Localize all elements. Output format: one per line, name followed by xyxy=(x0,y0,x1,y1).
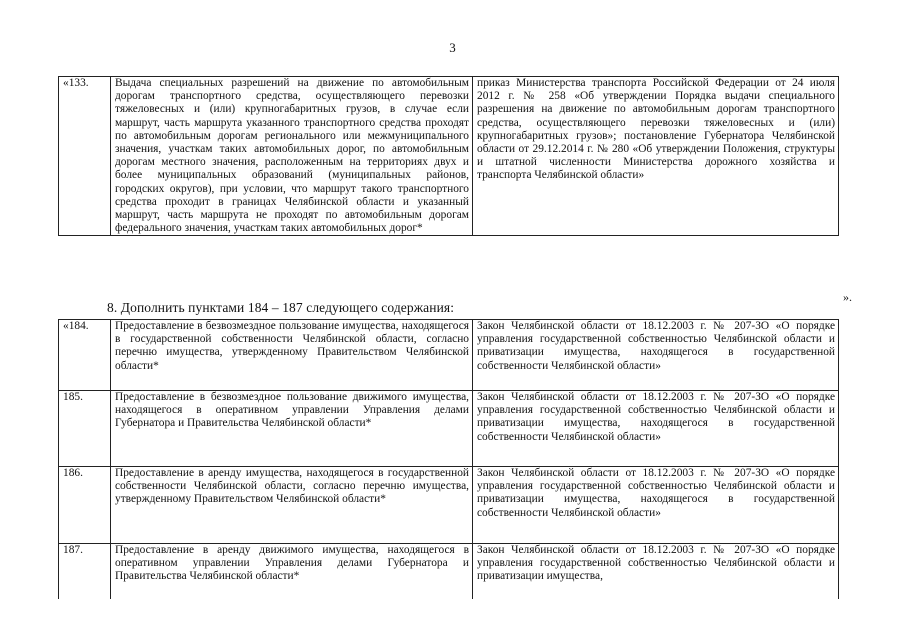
service-description: Предоставление в безвозмездное пользование движимого имущества, находящегося в оперативном управлении Управления делами Губернатора и Правительства Челябинской области* xyxy=(111,391,473,467)
services-table-top xyxy=(58,76,839,236)
page-number: 3 xyxy=(449,40,456,55)
row-number: «184. xyxy=(59,320,111,391)
table-row xyxy=(59,544,839,599)
row-number: 187. xyxy=(59,544,111,599)
service-description: Предоставление в безвозмездное пользование имущества, находящегося в государственной собственности Челябинской области, согласно перечню имущества, утвержденному Правительством Челябинской области* xyxy=(111,320,473,391)
legal-basis: Закон Челябинской области от 18.12.2003 г. № 207-ЗО «О порядке управления государственной собственностью Челябинской области и приватизации имущества, находящегося в государственной собственности Челябинской области» xyxy=(473,467,839,544)
row-number: 185. xyxy=(59,391,111,467)
table-row xyxy=(59,467,839,544)
services-table-bottom xyxy=(58,319,839,599)
legal-basis: Закон Челябинской области от 18.12.2003 г. № 207-ЗО «О порядке управления государственной собственностью Челябинской области и приватизации имущества, находящегося в государственной собственности Челябинской области» xyxy=(473,320,839,391)
legal-basis: приказ Министерства транспорта Российской Федерации от 24 июля 2012 г. № 258 «Об утверждении Порядка выдачи специального разрешения на движение по автомобильным дорогам транспортного средства, осуществляющего перевозки тяжеловесных и (или) крупногабаритных грузов»; постановление Губернатора Челябинской области от 29.12.2014 г. № 280 «Об утверждении Положения, структуры и штатной численности Министерства дорожного хозяйства и транспорта Челябинской области» xyxy=(473,77,839,236)
row-number: 186. xyxy=(59,467,111,544)
table-row xyxy=(59,77,839,236)
service-description: Предоставление в аренду имущества, находящегося в государственной собственности Челябинской области, согласно перечню имущества, утвержденному Правительством Челябинской области* xyxy=(111,467,473,544)
amendment-instruction: 8. Дополнить пунктами 184 – 187 следующего содержания: xyxy=(107,300,455,315)
table-row xyxy=(59,320,839,391)
closing-quote: ». xyxy=(843,290,852,304)
table-row xyxy=(59,391,839,467)
row-number: «133. xyxy=(59,77,111,236)
legal-basis: Закон Челябинской области от 18.12.2003 г. № 207-ЗО «О порядке управления государственной собственностью Челябинской области и приватизации имущества, находящегося в государственной собственности Челябинской области» xyxy=(473,391,839,467)
service-description: Выдача специальных разрешений на движение по автомобильным дорогам транспортного средства, осуществляющего перевозки тяжеловесных и (или) крупногабаритных грузов, в случае если маршрут, часть маршрута указанного транспортного средства проходят по автомобильным дорогам регионального или межмуниципального значения, участкам таких автомобильных дорог, по автомобильным дорогам местного значения, расположенным на территориях двух и более муниципальных образований (муниципальных районов, городских округов), при условии, что маршрут такого транспортного средства проходит в границах Челябинской области и указанный маршрут, часть маршрута не проходят по автомобильным дорогам федерального значения, участкам таких автомобильных дорог* xyxy=(111,77,473,236)
legal-basis: Закон Челябинской области от 18.12.2003 г. № 207-ЗО «О порядке управления государственной собственностью Челябинской области и приватизации имущества, xyxy=(473,544,839,599)
service-description: Предоставление в аренду движимого имущества, находящегося в оперативном управлении Управления делами Губернатора и Правительства Челябинской области* xyxy=(111,544,473,599)
